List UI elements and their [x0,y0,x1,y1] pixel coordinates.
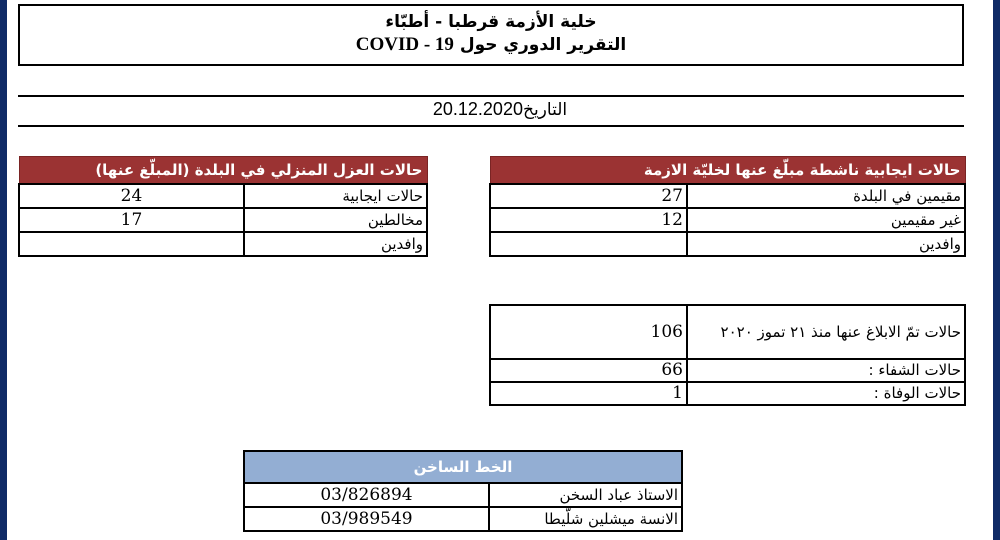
left-frame-border [0,0,7,540]
table-row [490,184,965,208]
row-value: 66 [490,359,687,382]
report-title-box [18,4,964,66]
table-row [19,232,427,256]
row-label: حالات الوفاة : [687,382,965,405]
date-rule-top [18,95,964,97]
contact-name: الانسة ميشلين شلّيطا [489,507,682,531]
hotline-table [243,450,683,532]
table-row [19,184,427,208]
active-cases-table [489,156,966,257]
row-value: 12 [490,208,687,232]
report-date [0,99,1000,120]
row-label: حالات تمّ الابلاغ عنها منذ ٢١ تموز ٢٠٢٠ [687,305,965,359]
row-value [19,232,244,256]
table-row [490,359,965,382]
hotline-title: الخط الساخن [244,451,682,483]
table-row [490,305,965,359]
row-label: حالات ايجابية [244,184,427,208]
summary-table [489,304,966,406]
row-value: 106 [490,305,687,359]
table-row [244,507,682,531]
contact-phone[interactable]: 03/989549 [244,507,489,531]
row-label: غير مقيمين [687,208,965,232]
date-label: التاريخ [522,100,568,120]
contact-name: الاستاذ عباد السخن [489,483,682,507]
date-value: 20.12.2020 [432,99,523,119]
table-row [490,208,965,232]
row-value [490,232,687,256]
row-value: 17 [19,208,244,232]
date-rule-bottom [18,125,964,127]
table-row [19,208,427,232]
report-subtitle [20,33,962,57]
row-label: وافدين [244,232,427,256]
report-title: خلية الأزمة قرطبا - أطبّاء [385,12,597,32]
contact-phone[interactable]: 03/826894 [244,483,489,507]
row-value: 24 [19,184,244,208]
active-cases-title: حالات ايجابية ناشطة مبلّغ عنها لخليّة الازمة [490,157,965,185]
row-label: وافدين [687,232,965,256]
table-row [244,483,682,507]
row-value: 1 [490,382,687,405]
table-row [490,382,965,405]
home-isolation-table [18,156,428,257]
table-row [490,232,965,256]
right-frame-border [993,0,1000,540]
row-label: مقيمين في البلدة [687,184,965,208]
report-subtitle-ar: التقرير الدوري حول [453,35,627,55]
row-value: 27 [490,184,687,208]
report-subtitle-en: COVID - 19 [355,34,454,55]
home-isolation-title: حالات العزل المنزلي في البلدة (المبلّغ عنها) [19,157,427,185]
row-label: مخالطين [244,208,427,232]
row-label: حالات الشفاء : [687,359,965,382]
